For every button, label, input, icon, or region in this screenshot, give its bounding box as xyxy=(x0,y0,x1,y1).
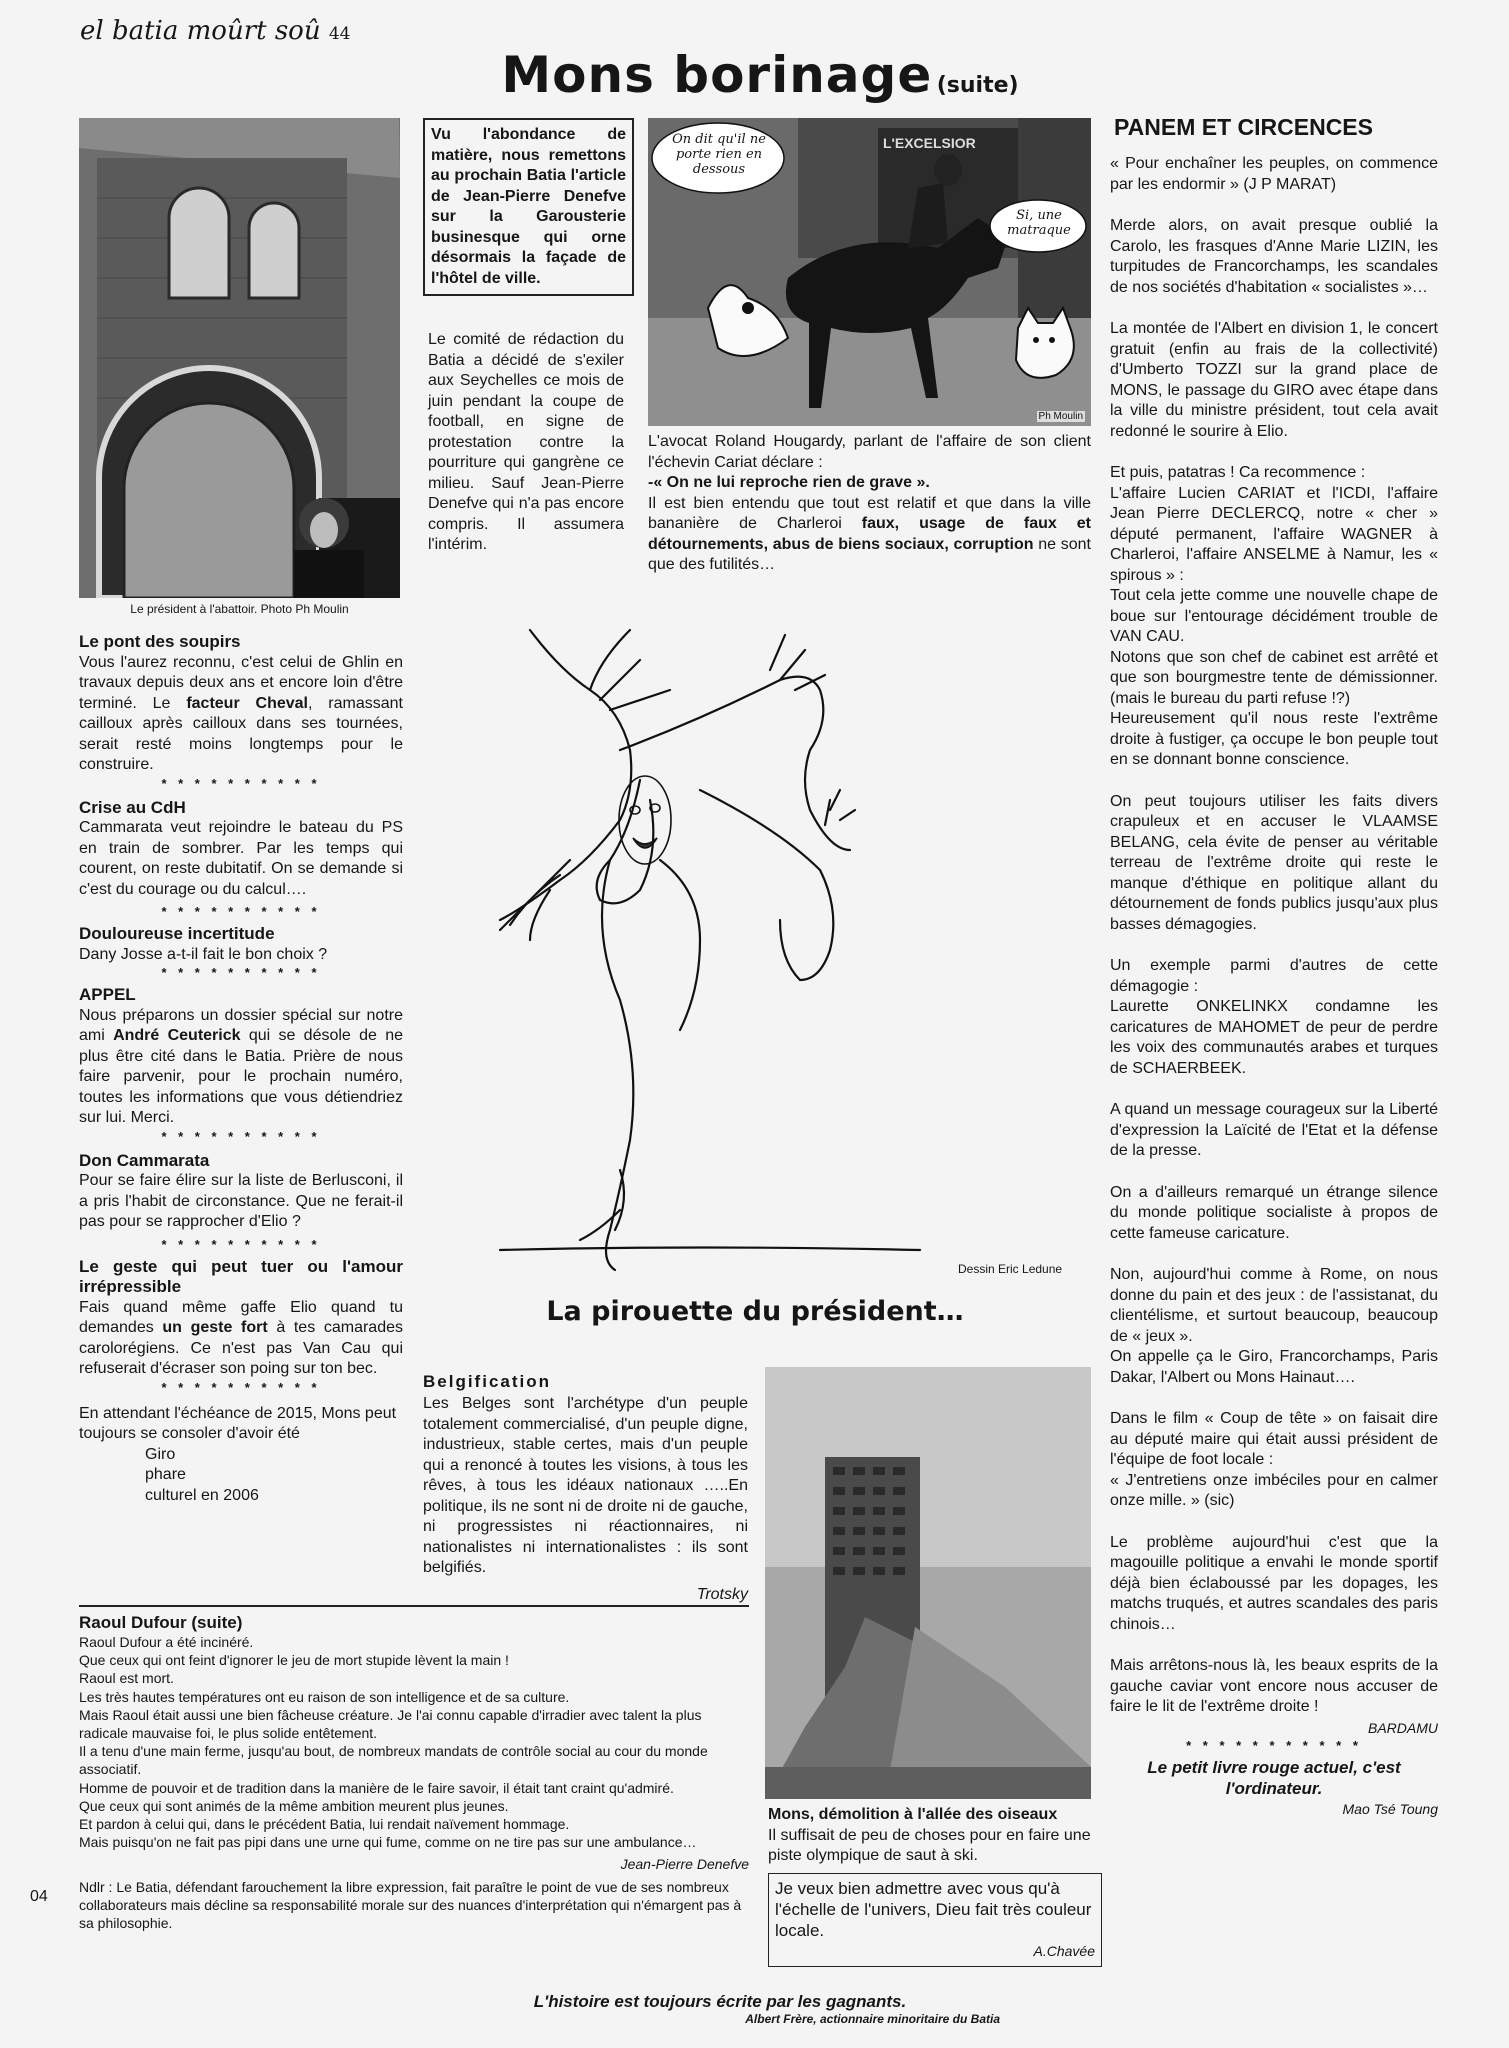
belgification-title: Belgification xyxy=(423,1372,552,1391)
raoul-line: Raoul Dufour a été incinéré. xyxy=(79,1634,254,1650)
appel-text-1: Nous préparons un dossier spécial sur notre ami xyxy=(79,1006,403,1044)
hougardy-quote: -« On ne lui reproche rien de grave ». xyxy=(648,474,930,491)
demolition-caption-text: Il suffisait de peu de choses pour en faire une piste olympique de saut à ski. xyxy=(768,1826,1091,1864)
raoul-line: Mais puisqu'on ne fait pas pipi dans une urne qui fume, comme on ne tire pas sur une ambulance… xyxy=(79,1834,697,1851)
panem-p17: « J'entretiens onze imbéciles pour en calmer onze mille. » (sic) xyxy=(1110,1471,1438,1509)
boxed-notice: Vu l'abondance de matière, nous remettons au prochain Batia l'article de Jean-Pierre Denefve sur la Garousterie businesque qui orne désormais la façade de l'hôtel de ville. xyxy=(423,118,634,296)
panem-p16: Dans le film « Coup de tête » on faisait dire au député maire qui était aussi président de l'équipe de foot locale : xyxy=(1110,1410,1438,1468)
raoul-line: Les très hautes températures ont eu raison de son intelligence et de sa culture. xyxy=(79,1688,570,1705)
tower-illustration xyxy=(765,1367,1091,1799)
separator-stars: * * * * * * * * * * xyxy=(161,1128,321,1144)
page-title xyxy=(480,46,1040,104)
president-photo-caption: Le président à l'abattoir. Photo Ph Moulin xyxy=(130,602,349,616)
speech-bubble-2: Si, une matraque xyxy=(1007,208,1071,238)
panem-p10: Un exemple parmi d'autres de cette démagogie : xyxy=(1110,957,1438,995)
column-left xyxy=(79,632,403,1506)
panem-stars: * * * * * * * * * * * xyxy=(1186,1738,1362,1753)
panem-title: PANEM ET CIRCENCES xyxy=(1114,114,1373,140)
masthead xyxy=(80,16,350,46)
echeance-line-3: culturel en 2006 xyxy=(145,1486,259,1504)
panem-p2: Merde alors, on avait presque oublié la Carolo, les frasques d'Anne Marie LIZIN, les turpitudes de Francorchamps, les scandales de nos sociétés d'habitation « socialistes »… xyxy=(1110,217,1438,296)
hougardy-body-1: Il est bien entendu que tout est relatif et que dans la ville bananière de Charleroi xyxy=(648,494,1091,532)
belgification-author: Trotsky xyxy=(696,1585,748,1603)
demolition-caption xyxy=(768,1805,1094,1867)
hougardy-body-2: ne sont que des futilités… xyxy=(648,535,1091,573)
separator-stars: * * * * * * * * * * xyxy=(161,775,321,791)
echeance-line-1: Giro xyxy=(145,1445,176,1463)
excelsior-sign: L'EXCELSIOR xyxy=(883,135,976,151)
horse-photo xyxy=(648,118,1091,426)
douloureuse-title: Douloureuse incertitude xyxy=(79,924,275,943)
footer-quote xyxy=(420,1992,1020,2026)
raoul-lines xyxy=(79,1633,749,1851)
page-title-main: Mons borinage xyxy=(501,46,933,104)
president-drawing xyxy=(470,610,1090,1290)
comite-text: Le comité de rédaction du Batia a décidé de s'exiler aux Seychelles ce mois de juin pendant la coupe de football, en signe de protestation contre la pourriture qui gangrène ce milieu. Sauf Jean-Pierre Denefve qui n'a pas encore compris. Il assumera l'intérim. xyxy=(428,331,624,553)
echeance-text: En attendant l'échéance de 2015, Mons peut toujours se consoler d'avoir été xyxy=(79,1404,397,1442)
separator-stars: * * * * * * * * * * xyxy=(161,904,321,919)
panem-author: BARDAMU xyxy=(1367,1719,1438,1736)
page-title-suite: (suite) xyxy=(936,73,1019,98)
crise-text: Cammarata veut rejoindre le bateau du PS en train de sombrer. Par les temps qui courent, on reste dubitatif. On se demande si c'est du courage ou du calcul…. xyxy=(79,819,403,898)
raoul-line: Que ceux qui ont feint d'ignorer le jeu de mort stupide lèvent la main ! xyxy=(79,1652,509,1669)
panem-p3: La montée de l'Albert en division 1, le concert gratuit (enfin au frais de la collectivité) d'Umberto TOZZI sur la grand place de MONS, le passage du GIRO avec étape dans la ville du ministre président, tout cela avait redonné le sourire à Elio. xyxy=(1110,320,1438,440)
hougardy-text xyxy=(648,432,1091,576)
mao-author: Mao Tsé Toung xyxy=(1342,1801,1438,1817)
raoul-title: Raoul Dufour (suite) xyxy=(79,1613,243,1632)
separator-stars: * * * * * * * * * * xyxy=(161,1379,321,1395)
hougardy-body-bold: faux, usage de faux et détournements, abus de biens sociaux, corruption xyxy=(648,515,1091,553)
don-text: Pour se faire élire sur la liste de Berlusconi, il a pris l'habit de circonstance. Que ne ferait-il pas pour se rapprocher d'Elio ? xyxy=(79,1172,403,1230)
raoul-line: Et pardon à celui qui, dans le précédent Batia, lui rendait naïvement hommage. xyxy=(79,1816,570,1833)
echeance-line-2: phare xyxy=(145,1466,186,1483)
separator-stars: * * * * * * * * * * xyxy=(161,965,321,980)
panem-p13: On a d'ailleurs remarqué un étrange silence du monde politique socialiste à propos de cette fameuse caricature. xyxy=(1110,1183,1438,1242)
drawing-credit: Dessin Eric Ledune xyxy=(958,1262,1063,1276)
chavee-author: A.Chavée xyxy=(1033,1943,1095,1959)
geste-text xyxy=(79,1298,403,1380)
panem-p9: On peut toujours utiliser les faits divers crapuleux et en accuser le VLAAMSE BELANG, cela évite de penser au véritable terreau de l'extrême droite qui reste le manque d'éthique en politique allant du détournement de fonds publics jusqu'aux plus basses démagogies. xyxy=(1110,792,1438,933)
geste-text-2: à tes camarades carolorégiens. Ce n'est pas Van Cau qui refuserait d'écraser son poing sur ton bec. xyxy=(79,1319,404,1377)
appel-title: APPEL xyxy=(79,985,136,1004)
douloureuse-text: Dany Josse a-t-il fait le bon choix ? xyxy=(79,945,328,963)
raoul-line: Que ceux qui sont animés de la même ambition meurent plus jeunes. xyxy=(79,1797,509,1814)
raoul-block xyxy=(79,1612,749,1932)
president-photo xyxy=(79,118,400,598)
geste-text-1: Fais quand même gaffe Elio quand tu demandes xyxy=(79,1298,403,1336)
ndlr-text: Ndlr : Le Batia, défendant farouchement la libre expression, fait paraître le point de vue de ses nombreux collaborateurs mais décline sa responsabilité morale sur des nuances d'interprétation qui n'émargent pas à sa philosophie. xyxy=(79,1878,742,1932)
chavee-quote-box xyxy=(768,1873,1102,1967)
raoul-line: Il a tenu d'une main ferme, jusqu'au bout, de nombreux mandats de contrôle social au cour du monde associatif. xyxy=(79,1743,708,1778)
appel-text xyxy=(79,1006,403,1129)
panem-p8: Heureusement qu'il nous reste l'extrême droite à fustiger, ça occupe le bon peuple tout en se donnant bonne conscience. xyxy=(1110,710,1438,768)
panem-p7: Notons que son chef de cabinet est arrêté et que son bourgmestre tente de démissionner. (mais le bureau du parti refuse !?) xyxy=(1110,648,1438,707)
demolition-caption-title: Mons, démolition à l'allée des oiseaux xyxy=(768,1806,1058,1823)
page-number-top: 44 xyxy=(328,24,351,44)
panem-p5: L'affaire Lucien CARIAT et l'ICDI, l'affaire Jean Pierre DECLERCQ, notre « cher » député permanent, l'affaire WAGNER à Charleroi, l'affaire ANSELME à Namur, les « spirous » : xyxy=(1110,484,1438,584)
panem-p19: Mais arrêtons-nous là, les beaux esprits de la gauche caviar vont encore nous accuser de faire le lit de l'extrême droite ! xyxy=(1110,1657,1438,1715)
mao-quote: Le petit livre rouge actuel, c'est l'ordinateur. xyxy=(1147,1758,1401,1798)
panem-p11: Laurette ONKELINKX condamne les caricatures de MAHOMET de peur de perdre les voix des communautés arabes et turques de SCHAERBEEK. xyxy=(1110,998,1438,1077)
hougardy-body xyxy=(648,494,1091,576)
geste-title: Le geste qui peut tuer ou l'amour irrépressible xyxy=(79,1256,403,1296)
panem-column xyxy=(1110,112,1438,1820)
building-illustration xyxy=(79,118,400,598)
raoul-line: Raoul est mort. xyxy=(79,1670,174,1687)
geste-text-bold: un geste fort xyxy=(162,1319,268,1336)
panem-p6: Tout cela jette comme une nouvelle chape de boue sur l'entourage décidément trouble de VAN CAU. xyxy=(1110,587,1438,645)
belgification-text: Les Belges sont l'archétype d'un peuple totalement commercialisé, d'un peuple digne, industrieux, stable certes, mais d'un peuple qui a renoncé à toutes les visions, à tous les rêves, à tous les idéaux nationaux …..En politique, ils ne sont ni de droite ni de gauche, ni progressistes ni réactionnaires, ni nationalistes ni internationalistes : ils sont belgifiés. xyxy=(423,1395,748,1576)
crise-title: Crise au CdH xyxy=(79,797,186,817)
don-title: Don Cammarata xyxy=(79,1150,210,1170)
appel-text-bold: André Ceuterick xyxy=(113,1027,241,1044)
raoul-author: Jean-Pierre Denefve xyxy=(620,1856,749,1873)
panem-p1: « Pour enchaîner les peuples, on commence par les endormir » (J P MARAT) xyxy=(1110,155,1438,193)
photo-credit-moulin: Ph Moulin xyxy=(1038,411,1083,422)
belgification-block xyxy=(423,1372,748,1605)
raoul-divider xyxy=(79,1605,749,1607)
pont-text-2: , ramassant cailloux après cailloux dans ses tournées, serait resté moins longtemps pour le construire. xyxy=(79,694,403,773)
pirouette-title: La pirouette du président… xyxy=(546,1296,964,1327)
separator-stars: * * * * * * * * * * xyxy=(161,1236,321,1252)
demolition-photo xyxy=(765,1367,1091,1799)
panem-p15: On appelle ça le Giro, Francorchamps, Paris Dakar, l'Albert ou Mons Hainaut…. xyxy=(1110,1348,1438,1386)
footer-quote-text: L'histoire est toujours écrite par les gagnants. xyxy=(533,1992,907,2011)
raoul-line: Homme de pouvoir et de tradition dans la manière de le faire savoir, il était tant craint qu'admiré. xyxy=(79,1779,674,1796)
masthead-title: el batia moûrt soû xyxy=(80,16,321,46)
pont-text-bold: facteur Cheval xyxy=(186,694,308,712)
panem-p14: Non, aujourd'hui comme à Rome, on nous donne du pain et des jeux : de l'assistanat, du clientélisme, et surtout beaucoup, beaucoup de « jeux ». xyxy=(1110,1266,1438,1345)
pont-text xyxy=(79,653,403,776)
pont-text-1: Vous l'aurez reconnu, c'est celui de Ghlin en travaux depuis deux ans et encore loin d'être terminé. Le xyxy=(79,653,403,712)
raoul-line: Mais Raoul était aussi une bien fâcheuse créature. Je l'ai connu capable d'irradier avec talent la plus radicale mauvaise foi, le plus solide entêtement. xyxy=(79,1706,702,1742)
panem-p12: A quand un message courageux sur la Liberté d'expression la Laïcité de l'Etat et la défense de la presse. xyxy=(1110,1101,1438,1159)
hougardy-intro: L'avocat Roland Hougardy, parlant de l'affaire de son client l'échevin Cariat déclare : xyxy=(648,433,1091,471)
page-number-bottom: 04 xyxy=(30,1888,48,1905)
pont-title: Le pont des soupirs xyxy=(79,632,241,651)
panem-p18: Le problème aujourd'hui c'est que la magouille politique a envahi le monde sportif déjà bien éclaboussé par les dopages, les matchs truqués, et autres scandales des paris chinois… xyxy=(1110,1533,1438,1633)
panem-p4: Et puis, patatras ! Ca recommence : xyxy=(1110,464,1366,481)
footer-quote-author: Albert Frère, actionnaire minoritaire du Batia xyxy=(745,2012,1000,2026)
speech-bubble-1: On dit qu'il ne porte rien en dessous xyxy=(672,132,766,177)
appel-text-2: qui se désole de ne plus être cité dans le Batia. Prière de nous faire parvenir, pour le prochain numéro, toutes les informations que vous détiendriez sur lui. Merci. xyxy=(79,1027,404,1126)
chavee-quote: Je veux bien admettre avec vous qu'à l'échelle de l'univers, Dieu fait très couleur locale. xyxy=(775,1879,1092,1940)
